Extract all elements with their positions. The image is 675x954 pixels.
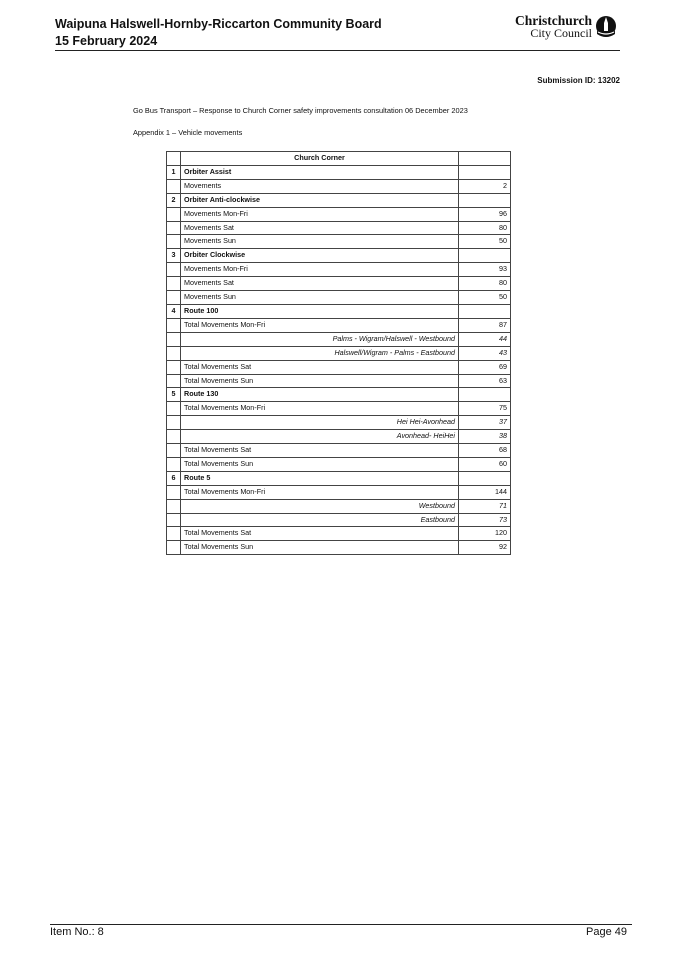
table-row <box>167 374 511 388</box>
row-label: Movements Sat <box>181 221 459 235</box>
row-index-empty <box>167 291 181 305</box>
row-value: 87 <box>459 318 511 332</box>
row-value: 2 <box>459 179 511 193</box>
row-index-empty <box>167 513 181 527</box>
section-number: 3 <box>167 249 181 263</box>
row-index-empty <box>167 360 181 374</box>
row-value: 50 <box>459 235 511 249</box>
council-logo <box>515 15 617 39</box>
row-value: 69 <box>459 360 511 374</box>
row-index-empty <box>167 179 181 193</box>
table-row <box>167 513 511 527</box>
section-number: 2 <box>167 193 181 207</box>
row-value: 120 <box>459 527 511 541</box>
row-label: Avonhead- HeiHei <box>181 430 459 444</box>
footer-item-number: Item No.: 8 <box>50 926 104 938</box>
section-header-row <box>167 388 511 402</box>
row-value: 80 <box>459 277 511 291</box>
row-value: 37 <box>459 416 511 430</box>
table-row <box>167 499 511 513</box>
section-header-row <box>167 471 511 485</box>
row-value: 50 <box>459 291 511 305</box>
row-label: Total Movements Sun <box>181 541 459 555</box>
row-value: 73 <box>459 513 511 527</box>
row-label: Eastbound <box>181 513 459 527</box>
row-label: Total Movements Mon-Fri <box>181 402 459 416</box>
table-row <box>167 527 511 541</box>
row-index-empty <box>167 263 181 277</box>
row-value: 96 <box>459 207 511 221</box>
table-row <box>167 360 511 374</box>
row-label: Movements Mon-Fri <box>181 263 459 277</box>
section-title: Route 130 <box>181 388 459 402</box>
section-value-empty <box>459 165 511 179</box>
row-label: Movements Sun <box>181 235 459 249</box>
table-row <box>167 179 511 193</box>
row-index-empty <box>167 541 181 555</box>
row-label: Total Movements Sat <box>181 527 459 541</box>
section-header-row <box>167 193 511 207</box>
row-label: Total Movements Sun <box>181 457 459 471</box>
row-value: 44 <box>459 332 511 346</box>
row-label: Total Movements Sat <box>181 444 459 458</box>
section-title: Orbiter Clockwise <box>181 249 459 263</box>
footer-rule <box>50 924 632 925</box>
row-index-empty <box>167 499 181 513</box>
row-value: 38 <box>459 430 511 444</box>
table-heading: Church Corner <box>181 152 459 166</box>
table-row <box>167 402 511 416</box>
row-index-empty <box>167 527 181 541</box>
row-value: 63 <box>459 374 511 388</box>
row-value: 75 <box>459 402 511 416</box>
table-corner-cell <box>167 152 181 166</box>
table-row <box>167 221 511 235</box>
submission-id: Submission ID: 13202 <box>537 76 620 85</box>
table-row <box>167 207 511 221</box>
section-number: 1 <box>167 165 181 179</box>
row-value: 71 <box>459 499 511 513</box>
board-name: Waipuna Halswell-Hornby-Riccarton Community Board <box>55 17 382 31</box>
section-value-empty <box>459 471 511 485</box>
table-row <box>167 416 511 430</box>
row-index-empty <box>167 444 181 458</box>
logo-line2: City Council <box>530 26 592 40</box>
table-row <box>167 291 511 305</box>
table-row <box>167 485 511 499</box>
row-label: Movements Sun <box>181 291 459 305</box>
row-label: Hei Hei-Avonhead <box>181 416 459 430</box>
section-title: Orbiter Assist <box>181 165 459 179</box>
table-row <box>167 263 511 277</box>
row-value: 43 <box>459 346 511 360</box>
row-index-empty <box>167 416 181 430</box>
row-index-empty <box>167 332 181 346</box>
section-title: Orbiter Anti-clockwise <box>181 193 459 207</box>
row-label: Palms - Wigram/Halswell - Westbound <box>181 332 459 346</box>
section-number: 5 <box>167 388 181 402</box>
row-index-empty <box>167 430 181 444</box>
row-label: Halswell/Wigram - Palms - Eastbound <box>181 346 459 360</box>
section-value-empty <box>459 388 511 402</box>
section-header-row <box>167 304 511 318</box>
section-value-empty <box>459 193 511 207</box>
section-number: 4 <box>167 304 181 318</box>
row-index-empty <box>167 207 181 221</box>
table-row <box>167 318 511 332</box>
row-value: 92 <box>459 541 511 555</box>
table-heading-value <box>459 152 511 166</box>
row-label: Westbound <box>181 499 459 513</box>
document-title: Go Bus Transport – Response to Church Corner safety improvements consultation 06 December 2023 <box>133 106 468 115</box>
row-label: Movements <box>181 179 459 193</box>
table-row <box>167 541 511 555</box>
logo-line1: Christchurch <box>514 13 592 28</box>
meeting-date: 15 February 2024 <box>55 34 158 48</box>
table-row <box>167 430 511 444</box>
row-label: Total Movements Mon-Fri <box>181 485 459 499</box>
row-index-empty <box>167 318 181 332</box>
vehicle-movements-table <box>166 151 511 555</box>
row-index-empty <box>167 277 181 291</box>
row-value: 60 <box>459 457 511 471</box>
row-index-empty <box>167 346 181 360</box>
section-title: Route 100 <box>181 304 459 318</box>
row-value: 80 <box>459 221 511 235</box>
section-value-empty <box>459 249 511 263</box>
row-index-empty <box>167 485 181 499</box>
row-index-empty <box>167 374 181 388</box>
table-row <box>167 346 511 360</box>
row-value: 144 <box>459 485 511 499</box>
logo-text <box>515 15 592 39</box>
row-label: Total Movements Sun <box>181 374 459 388</box>
row-index-empty <box>167 457 181 471</box>
row-value: 68 <box>459 444 511 458</box>
row-value: 93 <box>459 263 511 277</box>
table-row <box>167 332 511 346</box>
footer-page-number: Page 49 <box>586 926 627 938</box>
appendix-title: Appendix 1 – Vehicle movements <box>133 128 243 137</box>
row-label: Total Movements Sat <box>181 360 459 374</box>
row-index-empty <box>167 235 181 249</box>
section-value-empty <box>459 304 511 318</box>
cathedral-icon <box>595 15 617 39</box>
section-title: Route 5 <box>181 471 459 485</box>
table-row <box>167 457 511 471</box>
section-header-row <box>167 165 511 179</box>
header-title <box>55 16 382 50</box>
row-index-empty <box>167 221 181 235</box>
section-header-row <box>167 249 511 263</box>
table-row <box>167 277 511 291</box>
row-label: Total Movements Mon-Fri <box>181 318 459 332</box>
row-label: Movements Sat <box>181 277 459 291</box>
row-label: Movements Mon-Fri <box>181 207 459 221</box>
row-index-empty <box>167 402 181 416</box>
section-number: 6 <box>167 471 181 485</box>
table-row <box>167 235 511 249</box>
table-row <box>167 444 511 458</box>
header-rule <box>55 50 620 51</box>
